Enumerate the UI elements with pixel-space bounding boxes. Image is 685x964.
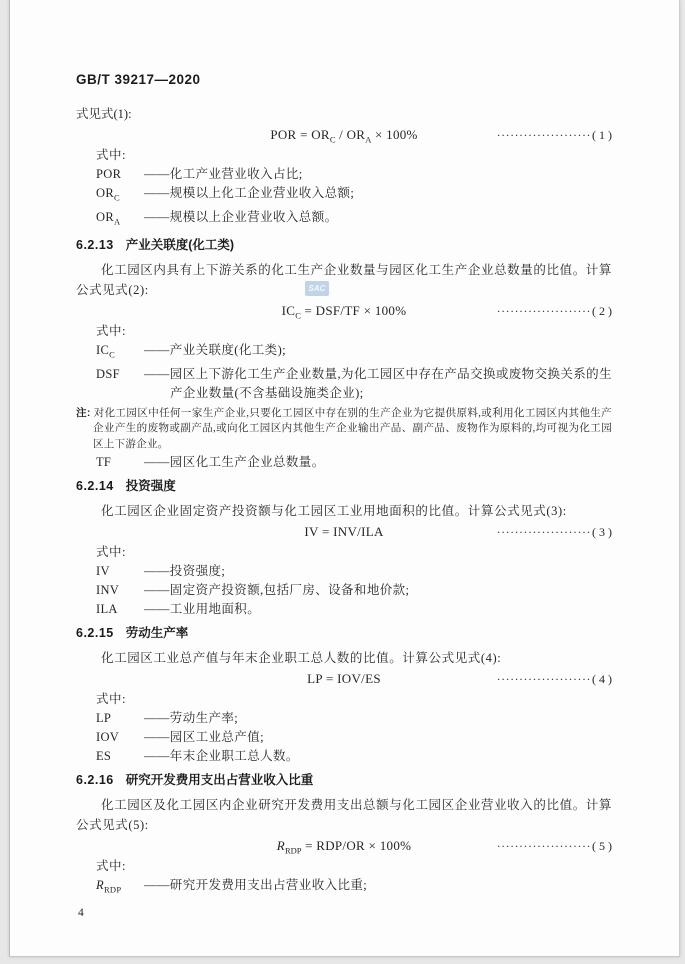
definition-desc: ——园区化工生产企业总数量。: [144, 455, 325, 469]
sac-watermark: SAC: [305, 281, 329, 296]
where-label: 式中:: [96, 545, 126, 559]
formula-expression-4: LP = IOV/ES: [307, 671, 381, 686]
definition-term: IV: [96, 564, 110, 578]
definition-desc: ——研究开发费用支出占营业收入比重;: [144, 878, 368, 892]
standard-number-header: GB/T 39217—2020: [76, 72, 201, 87]
table-row: [96, 747, 612, 766]
definition-term: $OR_A$: [96, 209, 121, 226]
equation-reference-4: [497, 669, 612, 689]
definition-term: INV: [96, 583, 120, 597]
table-row: [96, 562, 612, 581]
definition-desc: ——园区上下游化工生产企业数量,为化工园区中存在产品交换或废物交换关系的生产企业数量(不含基础设施类企业);: [144, 366, 612, 400]
page-content: [10, 0, 679, 921]
note: [76, 406, 612, 453]
where-label: 式中:: [96, 324, 126, 338]
definition-term: IOV: [96, 730, 120, 744]
definition-desc: ——园区工业总产值;: [144, 730, 264, 744]
definition-term: $OR_C$: [96, 186, 120, 203]
definition-desc: ——工业用地面积。: [144, 602, 261, 616]
section-heading-6-2-16: [76, 770, 612, 790]
definition-desc: ——化工产业营业收入占比;: [144, 167, 303, 181]
definition-term: ES: [96, 749, 112, 763]
where-label: 式中:: [96, 148, 126, 162]
dotted-leader: ·····················: [496, 839, 591, 853]
definition-term: LP: [96, 711, 112, 725]
definition-desc: ——年末企业职工总人数。: [144, 749, 299, 763]
dotted-leader: ·····················: [496, 525, 591, 539]
equation-number-4: ( 4 ): [592, 672, 612, 686]
section-title: 产业关联度(化工类): [125, 238, 235, 252]
definition-term: ILA: [96, 602, 118, 616]
definition-desc: ——产业关联度(化工类);: [144, 343, 286, 357]
note-label: 注:: [76, 406, 91, 419]
dotted-leader: ·····················: [496, 672, 591, 686]
dotted-leader: ·····················: [496, 128, 591, 142]
formula-line-2: [76, 301, 612, 321]
definition-term: $IC_C$: [96, 343, 116, 360]
definition-desc: ——固定资产投资额,包括厂房、设备和地价款;: [144, 583, 410, 597]
dotted-leader: ·····················: [496, 304, 591, 318]
section-number: 6.2.16: [76, 773, 114, 787]
table-row: [96, 876, 612, 900]
formula-line-1: [76, 125, 612, 145]
definitions-list-2: [76, 341, 612, 403]
section-number: 6.2.14: [76, 479, 114, 493]
definitions-list-3: [76, 562, 612, 619]
formula-expression-3: IV = INV/ILA: [304, 524, 384, 539]
section-body: 化工园区及化工园区内企业研究开发费用支出总额与化工园区企业营业收入的比值。计算公式见式(5):: [76, 798, 612, 832]
section-title: 劳动生产率: [125, 626, 189, 640]
definition-term: DSF: [96, 366, 120, 381]
table-row: [96, 453, 612, 472]
table-row: [96, 365, 612, 403]
section-number: 6.2.15: [76, 626, 114, 640]
definition-desc: ——劳动生产率;: [144, 711, 239, 725]
equation-reference-5: [497, 836, 612, 856]
table-row: [96, 728, 612, 747]
where-label: 式中:: [96, 692, 126, 706]
where-label: 式中:: [96, 859, 126, 873]
equation-number-3: ( 3 ): [592, 525, 612, 539]
definition-desc: ——规模以上企业营业收入总额。: [144, 209, 338, 224]
table-row: [96, 600, 612, 619]
section-title: 研究开发费用支出占营业收入比重: [125, 773, 314, 787]
definition-term: POR: [96, 167, 122, 181]
equation-reference-1: [497, 125, 612, 145]
table-row: [96, 709, 612, 728]
section-title: 投资强度: [125, 479, 176, 493]
table-row: [96, 184, 612, 208]
document-page: [9, 0, 680, 957]
section-number: 6.2.13: [76, 238, 114, 252]
definition-desc: ——规模以上化工企业营业收入总额;: [144, 186, 355, 200]
definition-term: TF: [96, 455, 112, 469]
formula-expression-5: $R_{RDP} = RDP/OR \times 100\%$: [276, 838, 412, 856]
equation-number-5: ( 5 ): [592, 839, 612, 853]
lead-in-text: 式见式(1):: [76, 107, 132, 121]
formula-expression-2: $IC_C = DSF/TF \times 100\%$: [281, 303, 407, 321]
formula-line-3: [76, 522, 612, 542]
section-body: 化工园区内具有上下游关系的化工生产企业数量与园区化工生产企业总数量的比值。计算公式见式(2):: [76, 263, 612, 297]
section-heading-6-2-13: [76, 235, 612, 255]
equation-number-2: ( 2 ): [592, 304, 612, 318]
section-heading-6-2-14: [76, 476, 612, 496]
definition-desc: ——投资强度;: [144, 564, 226, 578]
section-body: 化工园区工业总产值与年末企业职工总人数的比值。计算公式见式(4):: [101, 651, 502, 665]
formula-line-4: [76, 669, 612, 689]
equation-number-1: ( 1 ): [592, 128, 612, 142]
table-row: [96, 341, 612, 365]
section-heading-6-2-15: [76, 623, 612, 643]
section-body: 化工园区企业固定资产投资额与化工园区工业用地面积的比值。计算公式见式(3):: [101, 504, 567, 518]
equation-reference-3: [497, 522, 612, 542]
definitions-list-1: [76, 165, 612, 231]
table-row: [96, 581, 612, 600]
table-row: [96, 208, 612, 232]
definitions-list-2b: [76, 453, 612, 472]
formula-line-5: [76, 836, 612, 856]
definitions-list-5: [76, 876, 612, 900]
note-text: 对化工园区中任何一家生产企业,只要化工园区中存在别的生产企业为它提供原料,或利用化工园区内其他生产企业产生的废物或副产品,或向化工园区内其他生产企业输出产品、副产品、废物作为原料的,均可视为化工园区上下游企业。: [93, 407, 612, 450]
definitions-list-4: [76, 709, 612, 766]
page-number: 4: [78, 906, 84, 919]
table-row: [96, 165, 612, 184]
formula-expression-1: POR = $OR_C / OR_A \times 100\%$: [270, 127, 418, 145]
equation-reference-2: [497, 301, 612, 321]
definition-term: $R_{RDP}$: [96, 878, 122, 895]
